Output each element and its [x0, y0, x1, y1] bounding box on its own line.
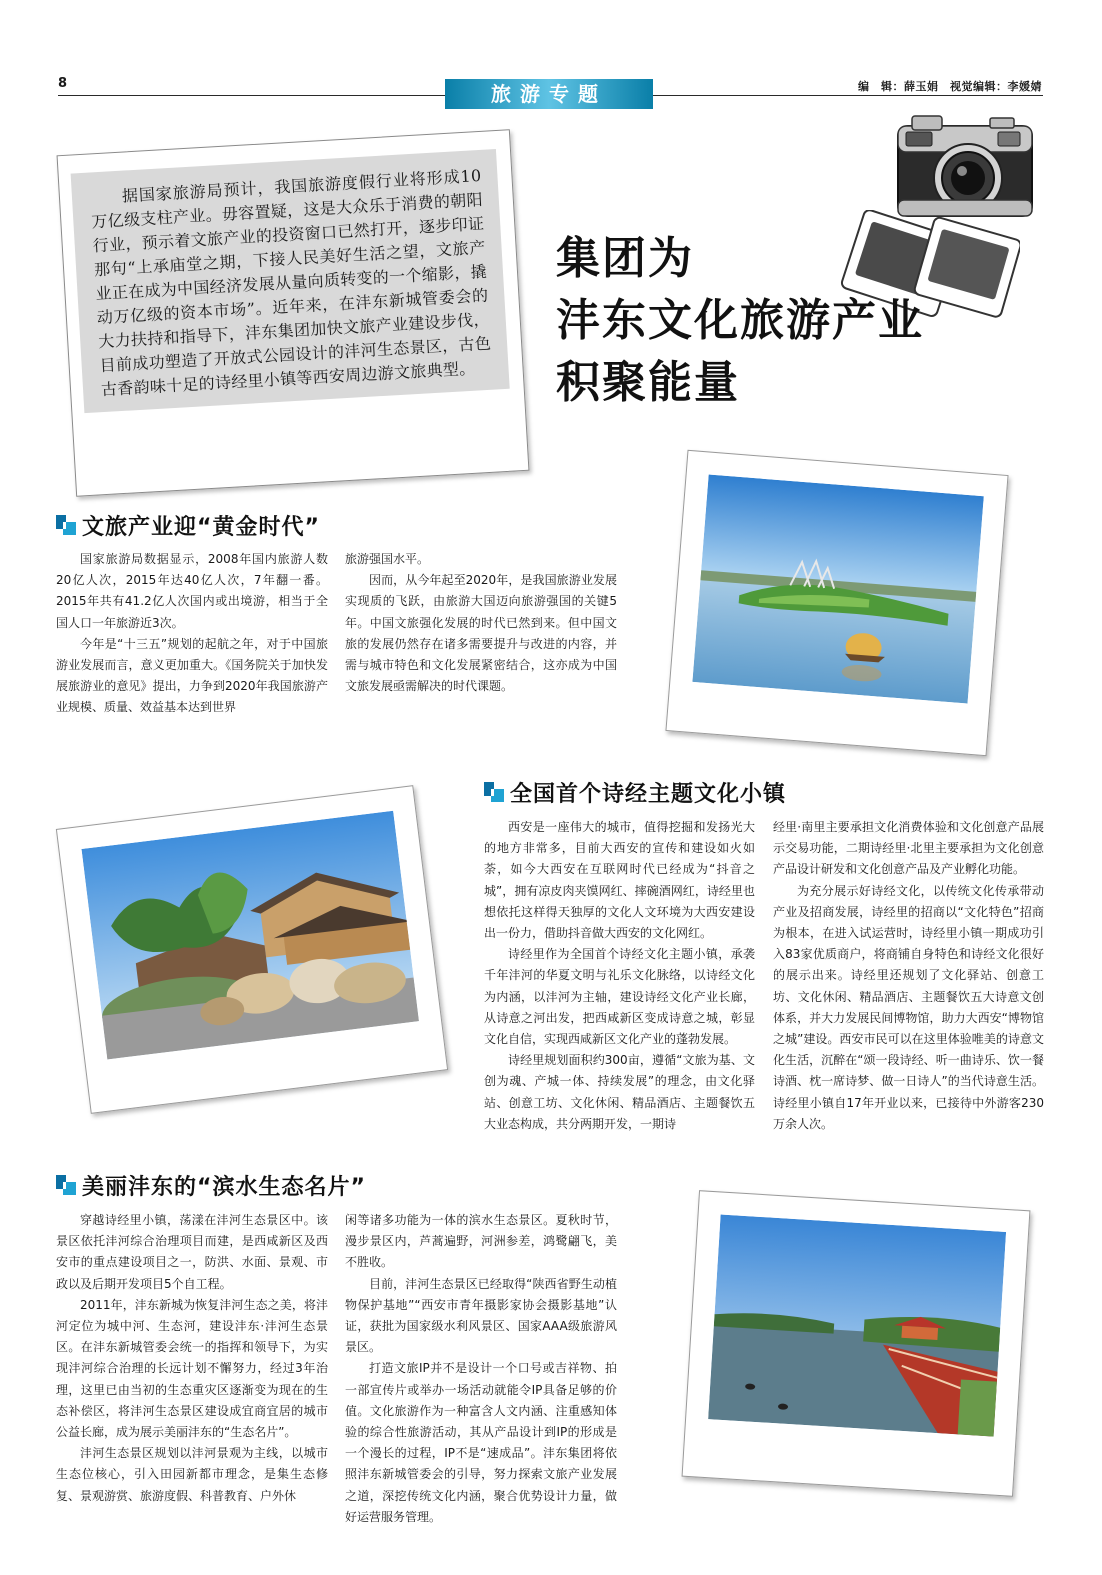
- section-heading-golden-age: [56, 510, 320, 541]
- section-title: 旅游专题: [445, 79, 653, 109]
- wetland-lake-photo: [665, 450, 1008, 756]
- section-1-column-b: [345, 549, 617, 697]
- square-marker-icon: [484, 782, 504, 804]
- section-heading-text: 全国首个诗经主题文化小镇: [510, 782, 787, 807]
- paragraph: 闲等诸多功能为一体的滨水生态景区。夏秋时节，漫步景区内，芦蒿遍野，河洲参差，鸿鹭翩飞，美不胜收。: [345, 1213, 617, 1270]
- section-3-column-b: [345, 1210, 617, 1528]
- headline-line-1: 集团为: [556, 233, 694, 284]
- paragraph: 诗经里作为全国首个诗经文化主题小镇，承袭千年沣河的华夏文明与礼乐文化脉络，以诗经文化为内涵，以沣河为主轴，建设诗经文化产业长廊，从诗意之河出发，把西咸新区变成诗意之城，彰显文化自信，实现西咸新区文化产业的蓬勃发展。: [484, 947, 755, 1047]
- section-3-column-a: [56, 1210, 328, 1507]
- page-number: 8: [58, 76, 68, 91]
- paragraph: 诗经里规划面积约300亩，遵循“文旅为基、文创为魂、产城一体、持续发展”的理念，由文化驿站、创意工坊、文化休闲、精品酒店、主题餐饮五大业态构成，共分两期开发，一期诗: [484, 1053, 755, 1131]
- editor-credit: 编 辑：薛玉娟 视觉编辑：李媛婧: [858, 80, 1042, 93]
- section-heading-waterfront-card: [56, 1170, 366, 1201]
- paragraph: 经里·南里主要承担文化消费体验和文化创意产品展示交易功能，二期诗经里·北里主要承担为文化创意产品设计研发和文化创意产品及产业孵化功能。: [773, 820, 1044, 877]
- paragraph: 沣河生态景区规划以沣河景观为主线，以城市生态位核心，引入田园新都市理念，是集生态修复、景观游赏、旅游度假、科普教育、户外休: [56, 1446, 328, 1503]
- paragraph: 今年是“十三五”规划的起航之年，对于中国旅游业发展而言，意义更加重大。《国务院关于加快发展旅游业的意见》提出，力争到2020年我国旅游产业规模、质量、效益基本达到世界: [56, 636, 328, 715]
- headline: [556, 228, 924, 414]
- section-heading-text: 文旅产业迎“黄金时代”: [82, 515, 320, 540]
- intro-text: 据国家旅游局预计，我国旅游度假行业将形成10万亿级支柱产业。毋容置疑，这是大众乐于消费的朝阳行业，预示着文旅产业的投资窗口已然打开，逐步印证那句“上承庙堂之期，下接人民美好生活之望，文旅产业正在成为中国经济发展从量向质转变的一个缩影，撬动万亿级的资本市场”。近年来，在沣东新城管委会的大力扶持和指导下，沣东集团加快文旅产业建设步伐，目前成功塑造了开放式公园设计的沣河生态景区，古色古香韵味十足的诗经里小镇等西安周边游文旅典型。: [90, 165, 492, 400]
- paragraph: 旅游强国水平。: [345, 552, 430, 566]
- section-2-column-b: [773, 817, 1044, 1135]
- paragraph: 2011年，沣东新城为恢复沣河生态之美，将沣河定位为城中河、生态河，建设沣东·沣河生态景区。在沣东新城管委会统一的指挥和领导下，为实现沣河综合治理的长远计划不懈努力，经过3年治理，这里已由当初的生态重灾区逐渐变为现在的生态补偿区，将沣河生态景区建设成宜商宜居的城市公益长廊，成为展示美丽沣东的“生态名片”。: [56, 1297, 328, 1440]
- paragraph: 穿越诗经里小镇，荡漾在沣河生态景区中。该景区依托沣河综合治理项目而建，是西咸新区及西安市的重点建设项目之一，防洪、水面、景观、市政以及后期开发项目5个自工程。: [56, 1213, 328, 1291]
- wetland-lake-image: [692, 475, 983, 704]
- riverside-pavilion-photo: [682, 1190, 1031, 1497]
- paragraph: 为充分展示好诗经文化，以传统文化传承带动产业及招商发展，诗经里的招商以“文化特色”招商为根本，在进入试运营时，诗经里小镇一期成功引入83家优质商户，将商铺自身特色和诗经文化很好的展示出来。诗经里还规划了文化驿站、创意工坊、文化休闲、精品酒店、主题餐饮五大诗意文创体系，并大力发展民间博物馆，助力大西安“博物馆之城”建设。西安市民可以在这里体验唯美的诗意文化生活，沉醉在“颂一段诗经、听一曲诗乐、饮一餐诗酒、枕一席诗梦、做一日诗人”的当代诗意生活。诗经里小镇自17年开业以来，已接待中外游客230万余人次。: [773, 883, 1044, 1131]
- section-1-column-a: [56, 549, 328, 719]
- paragraph: 打造文旅IP并不是设计一个口号或吉祥物、拍一部宣传片或举办一场活动就能令IP具备足够的价值。文化旅游作为一种富含人文内涵、注重感知体验的综合性旅游活动，其从产品设计到IP的形成是一个漫长的过程，IP不是“速成品”。沣东集团将依照沣东新城管委会的引导，努力探索文旅产业发展之道，深挖传统文化内涵，聚合优势设计力量，做好运营服务管理。: [345, 1361, 617, 1524]
- headline-line-3: 积聚能量: [556, 357, 740, 408]
- intro-card: [57, 129, 530, 497]
- section-heading-poetry-town: [484, 777, 786, 808]
- paragraph: 目前，沣河生态景区已经取得“陕西省野生动植物保护基地”“西安市青年摄影家协会摄影基地”认证，获批为国家级水利风景区、国家AAA级旅游风景区。: [345, 1276, 617, 1355]
- headline-line-2: 沣东文化旅游产业: [556, 295, 924, 346]
- poetry-town-garden-image: [81, 811, 418, 1060]
- section-heading-text: 美丽沣东的“滨水生态名片”: [82, 1175, 366, 1200]
- section-2-column-a: [484, 817, 755, 1135]
- paragraph: 国家旅游局数据显示，2008年国内旅游人数20亿人次，2015年达40亿人次，7年翻一番。2015年共有41.2亿人次国内或出境游，相当于全国人口一年旅游近3次。: [56, 552, 328, 630]
- riverside-pavilion-image: [708, 1214, 1006, 1436]
- poetry-town-garden-photo: [56, 785, 448, 1114]
- square-marker-icon: [56, 515, 76, 537]
- paragraph: 因而，从今年起至2020年，是我国旅游业发展实现质的飞跃，由旅游大国迈向旅游强国的关键5年。中国文旅强化发展的时代已然到来。但中国文旅的发展仍然存在诸多需要提升与改进的内容，并需与城市特色和文化发展紧密结合，这亦成为中国文旅发展亟需解决的时代课题。: [345, 573, 617, 694]
- intro-text-box: [71, 149, 510, 413]
- paragraph: 西安是一座伟大的城市，值得挖掘和发扬光大的地方非常多，目前大西安的宣传和建设如火如荼，如今大西安在互联网时代已经成为“抖音之城”，拥有凉皮肉夹馍网红、摔碗酒网红，诗经里也想依托这样得天独厚的文化人文环境为大西安建设出一份力，借助抖音做大西安的文化网红。: [484, 820, 755, 941]
- square-marker-icon: [56, 1175, 76, 1197]
